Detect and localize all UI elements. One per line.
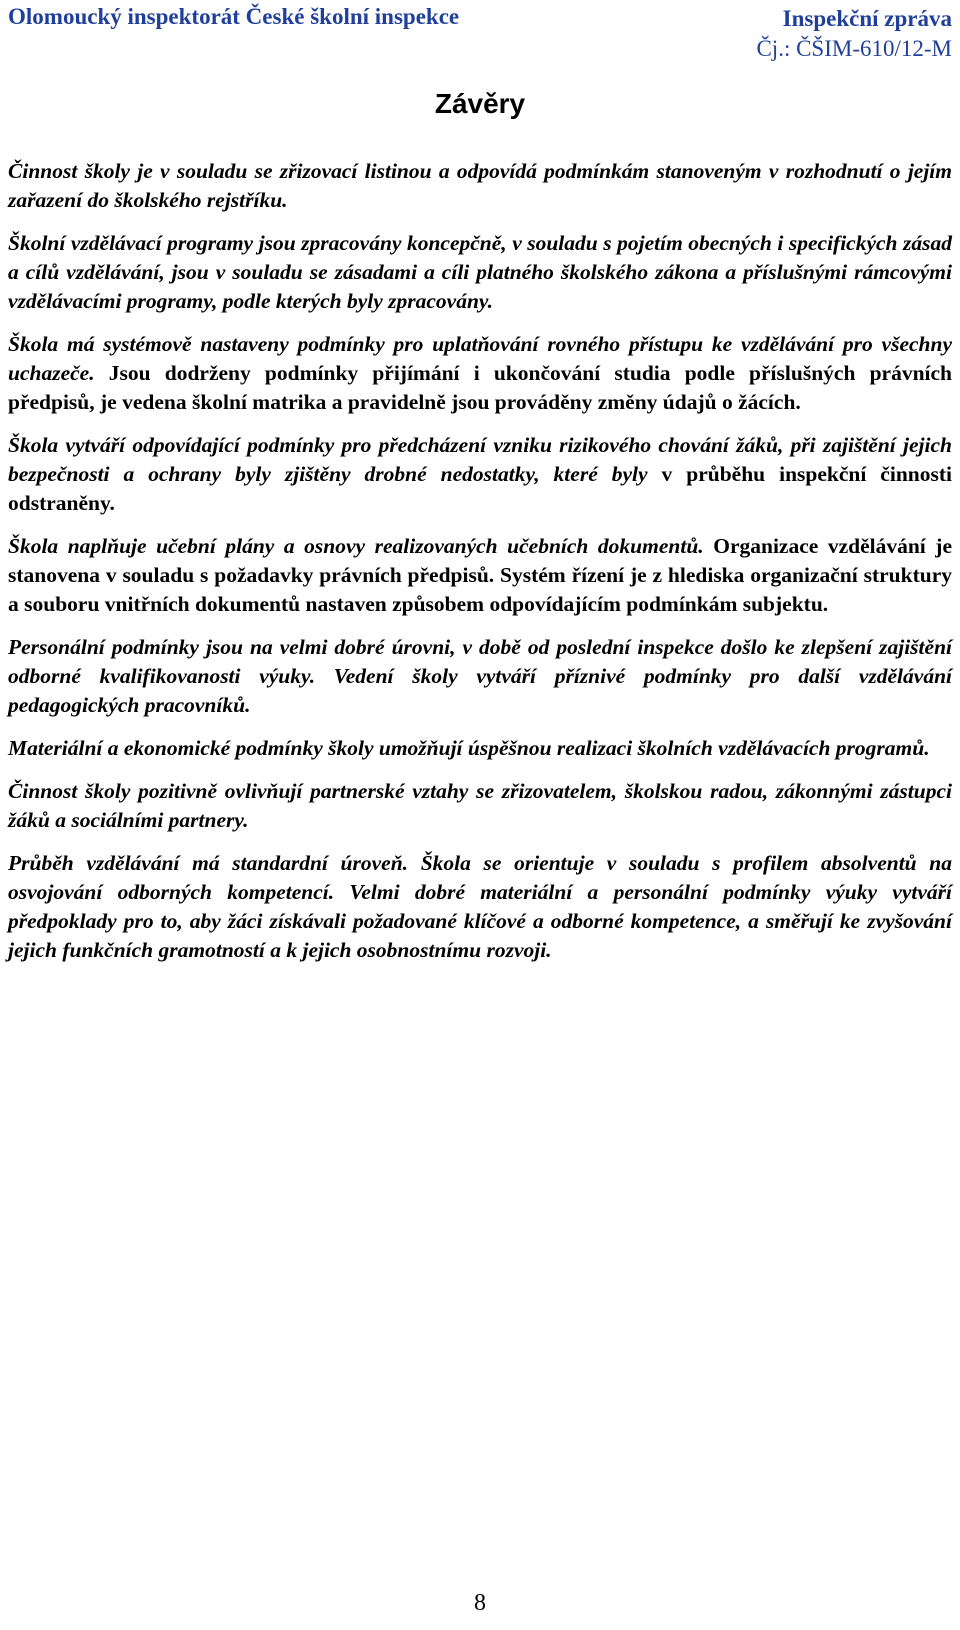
paragraph-personnel: Personální podmínky jsou na velmi dobré úrovni, v době od poslední inspekce došlo ke zlepšení zajištění odborné kvalifikovanosti výuky. Vedení školy vytváří příznivé podmínky pro další vzdělávání pedagogických pracovníků. <box>8 635 952 717</box>
page-number: 8 <box>474 1590 486 1616</box>
paragraph-compliance: Činnost školy je v souladu se zřizovací listinou a odpovídá podmínkám stanoveným v rozhodnutí o jejím zařazení do školského rejstříku. <box>8 159 952 212</box>
paragraph-curriculum <box>8 532 952 619</box>
paragraph-safety-normal: v průběhu inspekční činnosti odstraněny. <box>8 462 952 515</box>
paragraph-curriculum-italic: Škola naplňuje učební plány a osnovy realizovaných učebních dokumentů. <box>8 534 704 558</box>
paragraph-equal-access <box>8 330 952 417</box>
paragraph-partnerships: Činnost školy pozitivně ovlivňují partnerské vztahy se zřizovatelem, školskou radou, zákonnými zástupci žáků a sociálními partnery. <box>8 779 952 832</box>
paragraph-safety-italic: Škola vytváří odpovídající podmínky pro předcházení vzniku rizikového chování žáků, při zajištění jejich bezpečnosti a ochrany byly zjištěny drobné nedostatky, které byly <box>8 433 952 486</box>
paragraph-education-quality: Průběh vzdělávání má standardní úroveň. Škola se orientuje v souladu s profilem absolventů na osvojování odborných kompetencí. Velmi dobré materiální a personální podmínky výuky vytváří předpoklady pro to, aby žáci získávali požadované klíčové a odborné kompetence, a směřují ke zvyšování jejich funkčních gramotností a k jejich osobnostnímu rozvoji. <box>8 851 952 962</box>
paragraph-equal-access-italic: Škola má systémově nastaveny podmínky pro uplatňování rovného přístupu ke vzdělávání pro všechny uchazeče. <box>8 332 952 385</box>
paragraph-organisation: Organizace vzdělávání je stanovena v souladu s požadavky právních předpisů. Systém řízení je z hlediska organizační struktury a souboru vnitřních dokumentů nastaven způsobem odpovídajícím podmínkám subjektu. <box>8 534 953 616</box>
header-report-type: Inspekční zpráva <box>782 6 952 31</box>
header-reference-number: Čj.: ČŠIM-610/12-M <box>756 36 952 61</box>
header-report-info <box>756 4 952 64</box>
paragraph-admission: Jsou dodrženy podmínky přijímání i ukončování studia podle příslušných právních předpisů, je vedena školní matrika a pravidelně jsou prováděny změny údajů o žácích. <box>8 361 952 414</box>
paragraph-programmes: Školní vzdělávací programy jsou zpracovány koncepčně, v souladu s pojetím obecných i specifických zásad a cílů vzdělávání, jsou v souladu se zásadami a cíli platného školského zákona a příslušnými rámcovými vzdělávacími programy, podle kterých byly zpracovány. <box>8 231 952 313</box>
section-title: Závěry <box>434 88 526 119</box>
paragraph-material: Materiální a ekonomické podmínky školy umožňují úspěšnou realizaci školních vzdělávacích programů. <box>8 736 930 760</box>
paragraph-safety <box>8 431 952 518</box>
header-inspectorate: Olomoucký inspektorát České školní inspekce <box>8 4 460 29</box>
conclusions-body <box>8 157 952 979</box>
